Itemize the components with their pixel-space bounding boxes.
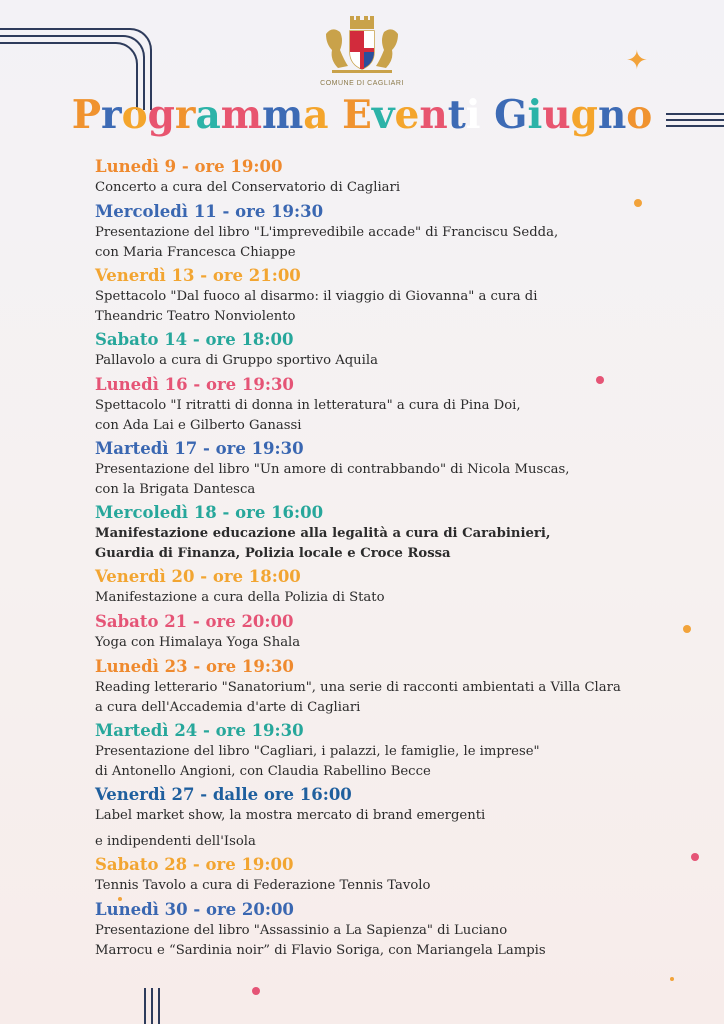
- event-description-line: Presentazione del libro "Un amore di contrabbando" di Nicola Muscas,: [95, 462, 570, 477]
- event-item: [95, 374, 655, 436]
- title-letter: n: [419, 92, 448, 138]
- event-separator: -: [216, 202, 236, 221]
- event-item: [95, 611, 655, 653]
- event-date-time: [95, 899, 655, 921]
- event-day: Venerdì 27: [95, 785, 195, 804]
- event-description-line: con la Brigata Dantesca: [95, 482, 256, 497]
- event-separator: -: [187, 330, 206, 349]
- event-time: ore 19:00: [205, 855, 294, 874]
- title-letter: v: [371, 92, 395, 138]
- event-time: ore 19:30: [205, 657, 294, 676]
- title-letter: o: [121, 92, 148, 138]
- title-letter: r: [101, 92, 122, 138]
- event-day: Venerdì 20: [95, 567, 195, 586]
- event-item: [95, 502, 655, 564]
- event-item: [95, 656, 655, 718]
- event-list: [95, 156, 655, 963]
- event-item: [95, 899, 655, 961]
- title-letter: e: [394, 92, 420, 138]
- event-description-line: di Antonello Angioni, con Claudia Rabellino Becce: [95, 764, 431, 779]
- title-letter: [481, 92, 495, 138]
- title-letter: a: [303, 92, 329, 138]
- title-letter: m: [262, 92, 304, 138]
- title-letter: G: [494, 92, 528, 138]
- event-separator: -: [187, 612, 206, 631]
- event-time: ore 19:30: [215, 439, 304, 458]
- event-day: Sabato 28: [95, 855, 188, 874]
- decorative-bottom-lines: [144, 988, 164, 1024]
- event-item: [95, 854, 655, 896]
- title-letter: i: [527, 92, 543, 138]
- event-time: ore 21:00: [212, 266, 301, 285]
- sparkle-star-icon: ✦: [626, 46, 648, 76]
- event-day: Mercoledì 11: [95, 202, 217, 221]
- event-day: Lunedì 9: [95, 157, 177, 176]
- event-date-time: [95, 784, 655, 806]
- title-letter: m: [220, 92, 262, 138]
- event-date-time: [95, 720, 655, 742]
- decorative-dot: [252, 987, 260, 995]
- event-description-line: Presentazione del libro "Cagliari, i palazzi, le famiglie, le imprese": [95, 744, 540, 759]
- decorative-dot: [691, 853, 699, 861]
- event-date-time: [95, 438, 655, 460]
- event-item: [95, 784, 655, 852]
- event-time: ore 20:00: [205, 900, 294, 919]
- event-date-time: [95, 611, 655, 633]
- title-letter: r: [174, 92, 196, 138]
- event-time: ore 20:00: [205, 612, 294, 631]
- title-letter: g: [147, 92, 175, 138]
- event-item: [95, 438, 655, 500]
- event-item: [95, 566, 655, 608]
- event-description-line: con Maria Francesca Chiappe: [95, 245, 296, 260]
- event-description-line: Concerto a cura del Conservatorio di Cagliari: [95, 180, 401, 195]
- event-description-line: Label market show, la mostra mercato di brand emergenti: [95, 808, 486, 823]
- event-date-time: [95, 156, 655, 178]
- decorative-dot: [683, 625, 691, 633]
- event-date-time: [95, 854, 655, 876]
- logo-label: COMUNE DI CAGLIARI: [320, 80, 404, 87]
- title-letter: i: [465, 92, 481, 138]
- title-letter: a: [195, 92, 221, 138]
- event-description-line: Reading letterario "Sanatorium", una serie di racconti ambientati a Villa Clara: [95, 680, 621, 695]
- event-day: Lunedì 16: [95, 375, 188, 394]
- title-letter: o: [626, 92, 653, 138]
- event-date-time: [95, 502, 655, 524]
- title-letter: g: [570, 92, 598, 138]
- event-separator: -: [187, 657, 206, 676]
- event-description-line: Presentazione del libro "Assassinio a La Sapienza" di Luciano: [95, 923, 508, 938]
- event-description-line: Spettacolo "I ritratti di donna in letteratura" a cura di Pina Doi,: [95, 398, 521, 413]
- event-separator: -: [197, 439, 216, 458]
- event-description-line: a cura dell'Accademia d'arte di Cagliari: [95, 700, 361, 715]
- title-letter: n: [597, 92, 627, 138]
- title-letter: [329, 92, 343, 138]
- event-date-time: [95, 329, 655, 351]
- event-separator: -: [187, 375, 206, 394]
- event-day: Sabato 21: [95, 612, 188, 631]
- event-date-time: [95, 566, 655, 588]
- event-time: ore 16:00: [235, 503, 324, 522]
- page-title: [0, 92, 724, 138]
- event-separator: -: [194, 567, 213, 586]
- event-description-line: Presentazione del libro "L'imprevedibile accade" di Franciscu Sedda,: [95, 225, 559, 240]
- event-separator: -: [194, 266, 213, 285]
- event-item: [95, 265, 655, 327]
- event-time: ore 19:30: [205, 375, 294, 394]
- event-item: [95, 329, 655, 371]
- event-date-time: [95, 265, 655, 287]
- event-time: ore 19:00: [194, 157, 283, 176]
- city-crest-logo: [318, 14, 406, 87]
- event-day: Venerdì 13: [95, 266, 195, 285]
- event-description-line: Pallavolo a cura di Gruppo sportivo Aquila: [95, 353, 378, 368]
- event-time: ore 19:30: [235, 202, 324, 221]
- event-day: Lunedì 23: [95, 657, 188, 676]
- event-time: dalle ore 16:00: [212, 785, 352, 804]
- event-day: Lunedì 30: [95, 900, 188, 919]
- event-separator: -: [187, 855, 206, 874]
- event-date-time: [95, 374, 655, 396]
- event-description-line: e indipendenti dell'Isola: [95, 834, 256, 849]
- event-item: [95, 720, 655, 782]
- event-time: ore 18:00: [205, 330, 294, 349]
- event-separator: -: [216, 503, 236, 522]
- event-description-line: Guardia di Finanza, Polizia locale e Croce Rossa: [95, 546, 451, 561]
- event-day: Sabato 14: [95, 330, 188, 349]
- event-description-line: Spettacolo "Dal fuoco al disarmo: il viaggio di Giovanna" a cura di: [95, 289, 538, 304]
- decorative-dot: [670, 977, 674, 981]
- event-separator: -: [187, 900, 206, 919]
- event-description-line: Yoga con Himalaya Yoga Shala: [95, 635, 301, 650]
- event-item: [95, 201, 655, 263]
- event-date-time: [95, 656, 655, 678]
- title-letter: t: [447, 92, 466, 138]
- event-day: Mercoledì 18: [95, 503, 217, 522]
- event-time: ore 19:30: [215, 721, 304, 740]
- event-description-line: Manifestazione educazione alla legalità a cura di Carabinieri,: [95, 526, 551, 541]
- title-letter: P: [71, 92, 102, 138]
- event-day: Martedì 24: [95, 721, 198, 740]
- event-date-time: [95, 201, 655, 223]
- event-description-line: con Ada Lai e Gilberto Ganassi: [95, 418, 302, 433]
- title-letter: u: [542, 92, 571, 138]
- event-separator: -: [197, 721, 216, 740]
- event-separator: -: [194, 785, 213, 804]
- event-description-line: Theandric Teatro Nonviolento: [95, 309, 296, 324]
- event-description-line: Tennis Tavolo a cura di Federazione Tennis Tavolo: [95, 878, 431, 893]
- title-letter: E: [342, 92, 372, 138]
- event-item: [95, 156, 655, 198]
- event-day: Martedì 17: [95, 439, 198, 458]
- event-description-line: Manifestazione a cura della Polizia di Stato: [95, 590, 385, 605]
- event-separator: -: [176, 157, 195, 176]
- event-time: ore 18:00: [212, 567, 301, 586]
- event-description-line: Marrocu e “Sardinia noir” di Flavio Soriga, con Mariangela Lampis: [95, 943, 546, 958]
